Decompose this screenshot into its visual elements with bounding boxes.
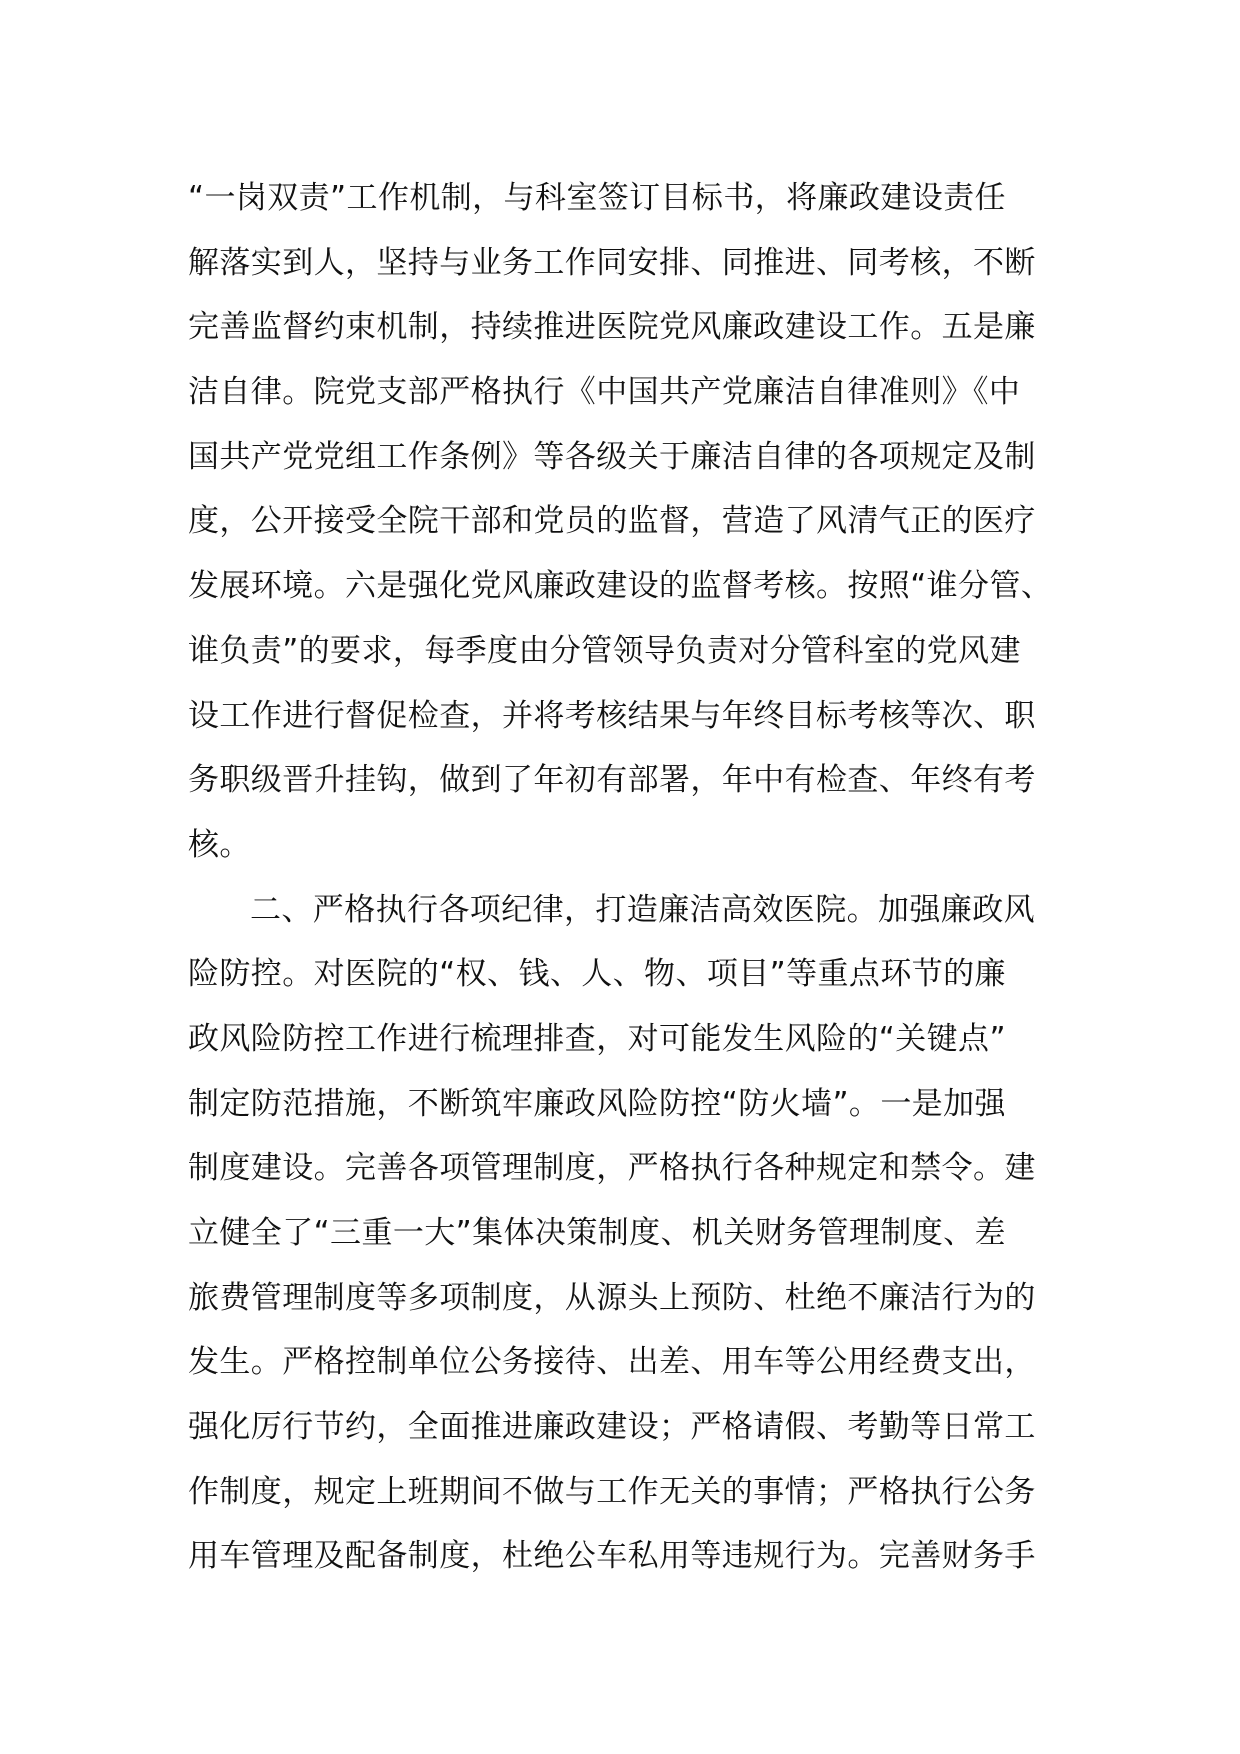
text-line: 制度建设。完善各项管理制度，严格执行各种规定和禁令。建 (188, 1150, 1036, 1187)
text-line: 用车管理及配备制度，杜绝公车私用等违规行为。完善财务手 (188, 1538, 1036, 1575)
text-line: 解落实到人，坚持与业务工作同安排、同推进、同考核，不断 (188, 244, 1036, 281)
text-line: 立健全了“三重一大”集体决策制度、机关财务管理制度、差 (188, 1215, 1006, 1251)
section-heading-line: 二、严格执行各项纪律，打造廉洁高效医院。加强廉政风 (250, 891, 1035, 928)
text-line: 完善监督约束机制，持续推进医院党风廉政建设工作。五是廉 (188, 309, 1036, 346)
text-line: 度，公开接受全院干部和党员的监督，营造了风清气正的医疗 (188, 503, 1036, 540)
text-line: 作制度，规定上班期间不做与工作无关的事情；严格执行公务 (188, 1473, 1036, 1510)
text-line: 设工作进行督促检查，并将考核结果与年终目标考核等次、职 (188, 697, 1036, 734)
text-line: 务职级晋升挂钩，做到了年初有部署，年中有检查、年终有考 (188, 762, 1036, 799)
text-line: 谁负责”的要求，每季度由分管领导负责对分管科室的党风建 (188, 632, 1021, 669)
text-line: 洁自律。院党支部严格执行《中国共产党廉洁自律准则》《中 (188, 374, 1021, 411)
text-line: 发展环境。六是强化党风廉政建设的监督考核。按照“谁分管、 (188, 568, 1053, 605)
body-text (188, 166, 1068, 1589)
text-line: 制定防范措施，不断筑牢廉政风险防控“防火墙”。一是加强 (188, 1085, 1006, 1122)
text-line: 国共产党党组工作条例》等各级关于廉洁自律的各项规定及制 (188, 438, 1036, 475)
text-line: 强化厉行节约，全面推进廉政建设；严格请假、考勤等日常工 (188, 1409, 1036, 1446)
text-line: “一岗双责”工作机制，与科室签订目标书，将廉政建设责任 (188, 180, 1006, 216)
text-line: 核。 (188, 826, 251, 863)
text-line: 政风险防控工作进行梳理排查，对可能发生风险的“关键点” (188, 1020, 1006, 1057)
text-line: 险防控。对医院的“权、钱、人、物、项目”等重点环节的廉 (188, 956, 1006, 993)
text-line: 旅费管理制度等多项制度，从源头上预防、杜绝不廉洁行为的 (188, 1279, 1036, 1316)
text-line: 发生。严格控制单位公务接待、出差、用车等公用经费支出， (188, 1344, 1036, 1381)
